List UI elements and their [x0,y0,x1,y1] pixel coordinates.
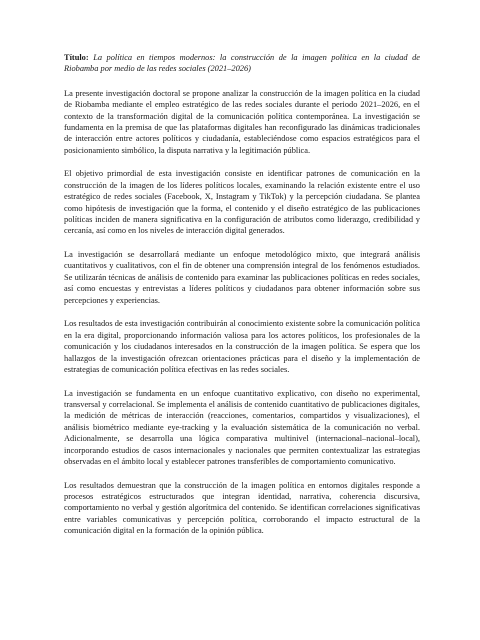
title-text: La política en tiempos modernos: la construcción de la imagen política en la ciudad de Riobamba por medio de las redes sociales (2021–2026) [64,53,420,74]
paragraph-methodology: La investigación se desarrollará mediante un enfoque metodológico mixto, que integrará análisis cuantitativos y cualitativos, con el fin de obtener una comprensión integral de los fenómenos estudiados. Se utilizarán técnicas de análisis de contenido para examinar las publicaciones políticas en redes sociales, así como encuestas y entrevistas a líderes políticos y ciudadanos para obtener información sobre sus percepciones y experiencias. [64,250,420,305]
document-title [64,52,420,75]
paragraph-results: Los resultados demuestran que la construcción de la imagen política en entornos digitales responde a procesos estratégicos estructurados que integran identidad, narrativa, coherencia discursiva, comportamiento no verbal y gestión algorítmica del contenido. Se identifican correlaciones significativas entre variables comunicativas y percepción política, corroborando el impacto estructural de la comunicación digital en la formación de la opinión pública. [64,480,420,536]
title-label: Título: [64,53,89,62]
paragraph-objective: El objetivo primordial de esta investigación consiste en identificar patrones de comunicación en la construcción de la imagen de los líderes políticos locales, examinando la relación existente entre el uso estratégico de redes sociales (Facebook, X, Instagram y TikTok) y la percepción ciudadana. Se plantea como hipótesis de investigación que la forma, el contenido y el diseño estratégico de las publicaciones políticas inciden de manera significativa en la configuración de atributos como liderazgo, credibilidad y cercanía, así como en los niveles de interacción digital generados. [64,169,420,236]
paragraph-contribution: Los resultados de esta investigación contribuirán al conocimiento existente sobre la comunicación política en la era digital, proporcionando información valiosa para los actores políticos, los profesionales de la comunicación y los ciudadanos interesados en la construcción de la imagen política. Se espera que los hallazgos de la investigación ofrezcan orientaciones prácticas para el diseño y la implementación de estrategias de comunicación política efectivas en las redes sociales. [64,319,420,374]
document-body [64,52,420,549]
paragraph-approach: La investigación se fundamenta en un enfoque cuantitativo explicativo, con diseño no experimental, transversal y correlacional. Se implementa el análisis de contenido cuantitativo de publicaciones digitales, la medición de métricas de interacción (reacciones, comentarios, compartidos y visualizaciones), el análisis biométrico mediante eye-tracking y la evaluación sistemática de la comunicación no verbal. Adicionalmente, se desarrolla una lógica comparativa multinivel (internacional–nacional–local), incorporando estudios de casos internacionales y nacionales que permiten contextualizar las estrategias observadas en el ámbito local y establecer patrones transferibles de comportamiento comunicativo. [64,388,420,466]
paragraph-intro: La presente investigación doctoral se propone analizar la construcción de la imagen política en la ciudad de Riobamba mediante el empleo estratégico de las redes sociales durante el periodo 2021–2026, en el contexto de la transformación digital de la comunicación política contemporánea. La investigación se fundamenta en la premisa de que las plataformas digitales han reconfigurado las dinámicas tradicionales de interacción entre actores políticos y ciudadanía, estableciéndose como espacios estratégicos para el posicionamiento simbólico, la disputa narrativa y la legitimación pública. [64,88,420,155]
